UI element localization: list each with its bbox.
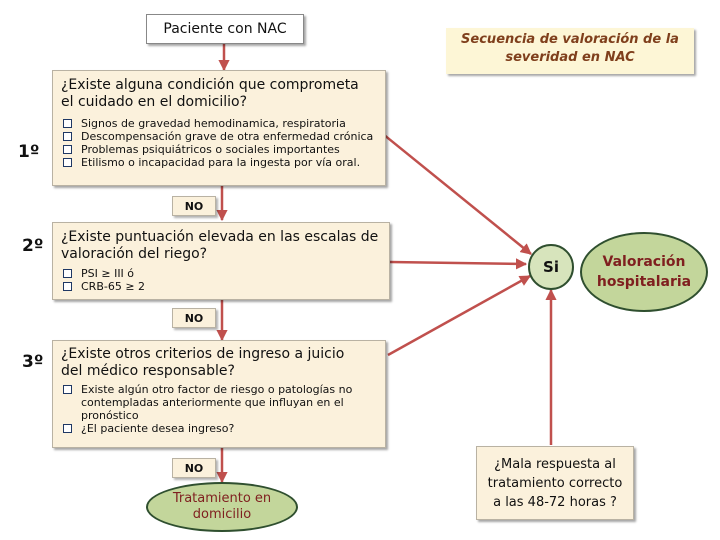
step-3-number: 3º — [22, 352, 44, 372]
step-3-question: ¿Existe otros criterios de ingreso a juicio del médico responsable? — [61, 346, 345, 379]
list-item — [63, 280, 363, 293]
checkbox-bullet-icon — [63, 119, 72, 128]
hospital-label: Valoración hospitalaria — [596, 254, 692, 290]
criterion-text: ¿El paciente desea ingreso? — [81, 422, 235, 435]
title-line-2: severidad en NAC — [505, 50, 635, 65]
checkbox-bullet-icon — [63, 269, 72, 278]
step-2-number: 2º — [22, 236, 44, 256]
home-treatment-oval — [146, 482, 298, 532]
yes-circle — [528, 244, 574, 290]
list-item — [63, 130, 383, 143]
criterion-text: PSI ≥ III ó — [81, 267, 135, 280]
list-item — [63, 117, 383, 130]
criterion-text: Existe algún otro factor de riesgo o patologías no contempladas anteriormente que influyan en el pronóstico — [81, 383, 353, 422]
step-3-no-label: NO — [172, 458, 216, 478]
bad-response-box — [476, 446, 634, 520]
list-item — [63, 383, 381, 422]
checkbox-bullet-icon — [63, 424, 72, 433]
step-2-no-label: NO — [172, 308, 216, 328]
step-2-question: ¿Existe puntuación elevada en las escalas de valoración del riego? — [61, 229, 379, 262]
checkbox-bullet-icon — [63, 282, 72, 291]
hospital-oval — [580, 232, 708, 312]
step-2-box — [52, 222, 390, 300]
arrow-step1-to-yes — [378, 130, 531, 254]
list-item — [63, 267, 363, 280]
checkbox-bullet-icon — [63, 158, 72, 167]
criterion-text: Etilismo o incapacidad para la ingesta por vía oral. — [81, 156, 361, 169]
list-item — [63, 156, 383, 169]
criterion-text: Problemas psiquiátricos o sociales importantes — [81, 143, 340, 156]
list-item — [63, 143, 383, 156]
criterion-text: Descompensación grave de otra enfermedad crónica — [81, 130, 374, 143]
checkbox-bullet-icon — [63, 145, 72, 154]
step-1-no-label: NO — [172, 196, 216, 216]
title-box — [446, 28, 694, 74]
bad-response-label: ¿Mala respuesta al tratamiento correcto a las 48-72 horas ? — [487, 456, 623, 510]
list-item — [63, 422, 381, 435]
step-1-box — [52, 70, 386, 186]
patient-box — [146, 14, 304, 44]
yes-label: Si — [543, 258, 559, 276]
title-line-1: Secuencia de valoración de la — [461, 32, 679, 47]
arrow-step2-to-yes — [390, 262, 526, 264]
step-2-criteria-list — [63, 267, 363, 293]
step-1-question: ¿Existe alguna condición que comprometa el cuidado en el domicilio? — [61, 77, 359, 110]
step-1-number: 1º — [18, 142, 40, 162]
step-1-criteria-list — [63, 117, 383, 169]
step-3-box — [52, 340, 386, 448]
criterion-text: Signos de gravedad hemodinamica, respiratoria — [81, 117, 346, 130]
arrow-step3-to-yes — [388, 276, 530, 355]
home-treatment-label: Tratamiento en domicilio — [172, 491, 272, 522]
step-3-criteria-list — [63, 383, 381, 435]
patient-label: Paciente con NAC — [163, 21, 287, 37]
checkbox-bullet-icon — [63, 385, 72, 394]
checkbox-bullet-icon — [63, 132, 72, 141]
criterion-text: CRB-65 ≥ 2 — [81, 280, 146, 293]
